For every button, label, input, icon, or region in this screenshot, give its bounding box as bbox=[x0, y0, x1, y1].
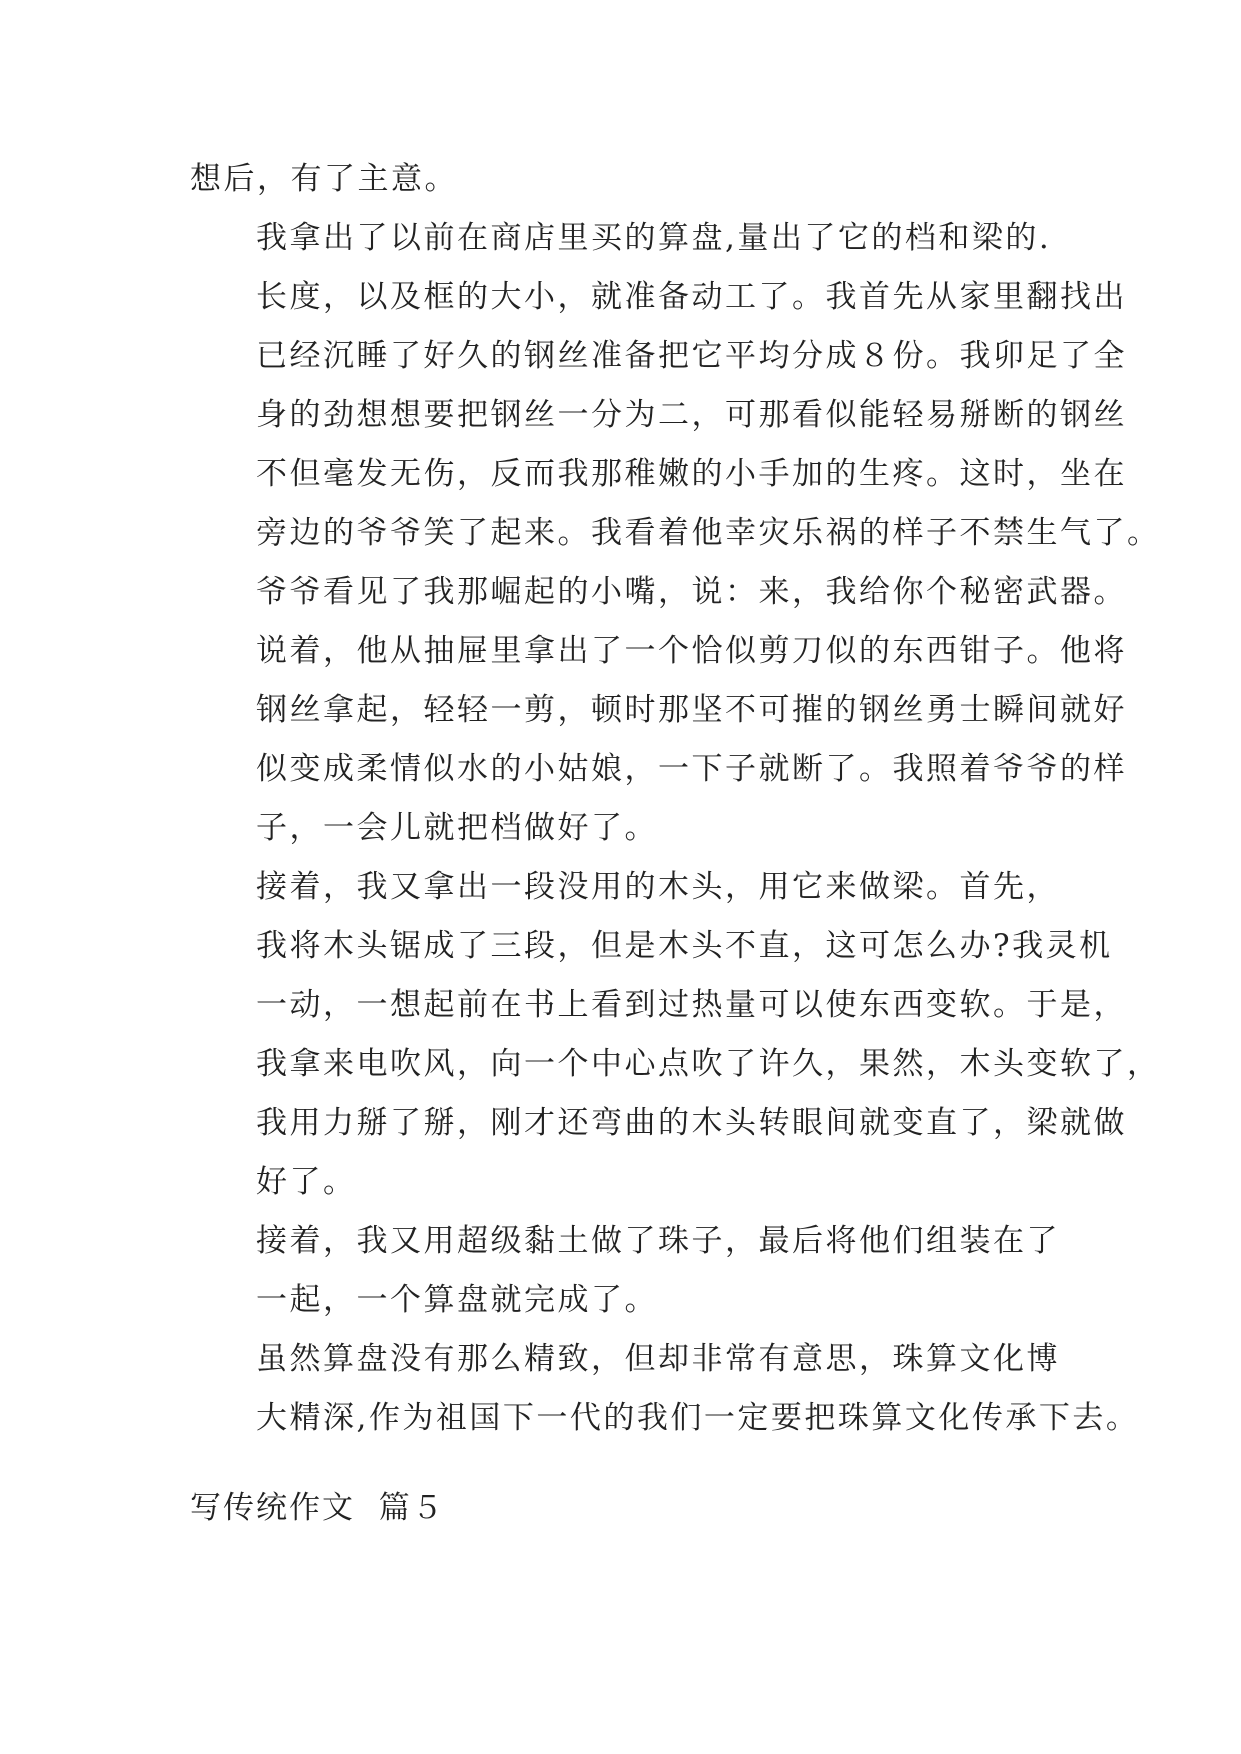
paragraph bbox=[190, 209, 1161, 858]
paragraph bbox=[190, 1330, 1140, 1448]
text-line: 我用力掰了掰，刚才还弯曲的木头转眼间就变直了，梁就做 bbox=[256, 1105, 1127, 1141]
text-line: 子，一会儿就把档做好了。 bbox=[256, 810, 658, 846]
text-line: 钢丝拿起，轻轻一剪，顿时那坚不可摧的钢丝勇士瞬间就好 bbox=[256, 692, 1127, 728]
text-line: 身的劲想想要把钢丝一分为二，可那看似能轻易掰断的钢丝 bbox=[256, 397, 1127, 433]
text-line: 接着，我又用超级黏土做了珠子，最后将他们组装在了 bbox=[256, 1223, 1060, 1259]
text-line: 已经沉睡了好久的钢丝准备把它平均分成８份。我卯足了全 bbox=[256, 338, 1127, 374]
text-line: 长度，以及框的大小，就准备动工了。我首先从家里翻找出 bbox=[256, 279, 1127, 315]
section-title: 写传统作文 篇５ bbox=[190, 1490, 445, 1526]
text-line: 虽然算盘没有那么精致，但却非常有意思，珠算文化博 bbox=[256, 1341, 1060, 1377]
text-line: 我将木头锯成了三段，但是木头不直，这可怎么办?我灵机 bbox=[256, 928, 1113, 964]
text-line: 旁边的爷爷笑了起来。我看着他幸灾乐祸的样子不禁生气了。 bbox=[256, 515, 1161, 551]
paragraph bbox=[190, 150, 1050, 209]
text-line: 说着，他从抽屉里拿出了一个恰似剪刀似的东西钳子。他将 bbox=[256, 633, 1127, 669]
text-line: 不但毫发无伤，反而我那稚嫩的小手加的生疼。这时，坐在 bbox=[256, 456, 1127, 492]
paragraph bbox=[190, 1212, 1060, 1330]
text-line: 好了。 bbox=[256, 1164, 357, 1200]
text-line: 想后，有了主意。 bbox=[190, 161, 458, 197]
text-line: 我拿来电吹风，向一个中心点吹了许久，果然，木头变软了， bbox=[256, 1046, 1161, 1082]
text-line: 我拿出了以前在商店里买的算盘,量出了它的档和梁的. bbox=[256, 220, 1052, 256]
paragraph bbox=[190, 858, 1161, 1212]
text-line: 爷爷看见了我那崛起的小嘴，说：来，我给你个秘密武器。 bbox=[256, 574, 1127, 610]
text-line: 大精深,作为祖国下一代的我们一定要把珠算文化传承下去。 bbox=[256, 1400, 1140, 1436]
text-line: 一动，一想起前在书上看到过热量可以使东西变软。于是， bbox=[256, 987, 1127, 1023]
text-line: 一起，一个算盘就完成了。 bbox=[256, 1282, 658, 1318]
document-body bbox=[190, 150, 1161, 1448]
text-line: 似变成柔情似水的小姑娘，一下子就断了。我照着爷爷的样 bbox=[256, 751, 1127, 787]
text-line: 接着，我又拿出一段没用的木头，用它来做梁。首先， bbox=[256, 869, 1060, 905]
